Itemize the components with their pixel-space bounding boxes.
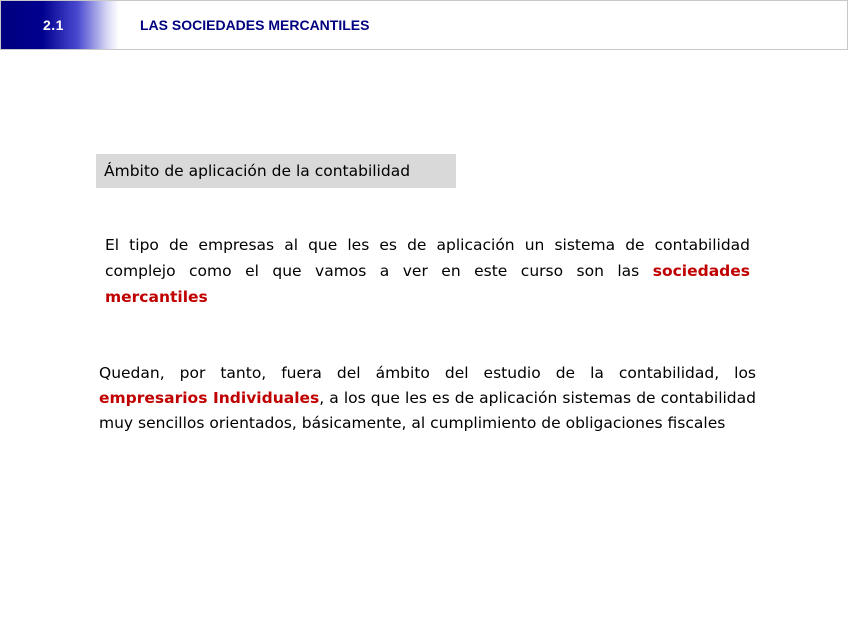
paragraph-1-highlight: sociedades mercantiles bbox=[105, 262, 750, 306]
section-title: LAS SOCIEDADES MERCANTILES bbox=[140, 17, 370, 33]
paragraph-2-highlight: empresarios Individuales bbox=[99, 389, 320, 407]
paragraph-1-text: El tipo de empresas al que les es de aplicación un sistema de contabilidad complejo como el que vamos a ver en este curso son las bbox=[105, 236, 750, 280]
subtitle-box bbox=[96, 154, 456, 188]
header-bar bbox=[0, 0, 848, 50]
section-number-box bbox=[1, 1, 119, 49]
subtitle-text: Ámbito de aplicación de la contabilidad bbox=[104, 162, 411, 180]
paragraph-empresarios bbox=[99, 361, 756, 436]
section-number: 2.1 bbox=[43, 17, 64, 33]
paragraph-2-text: Quedan, por tanto, fuera del ámbito del estudio de la contabilidad, los bbox=[99, 364, 756, 382]
paragraph-sociedades bbox=[105, 232, 750, 310]
paragraph-2-text-after: , a los que les es de aplicación sistemas de contabilidad muy sencillos orientados, básicamente, al cumplimiento de obligaciones fiscales bbox=[99, 389, 756, 432]
